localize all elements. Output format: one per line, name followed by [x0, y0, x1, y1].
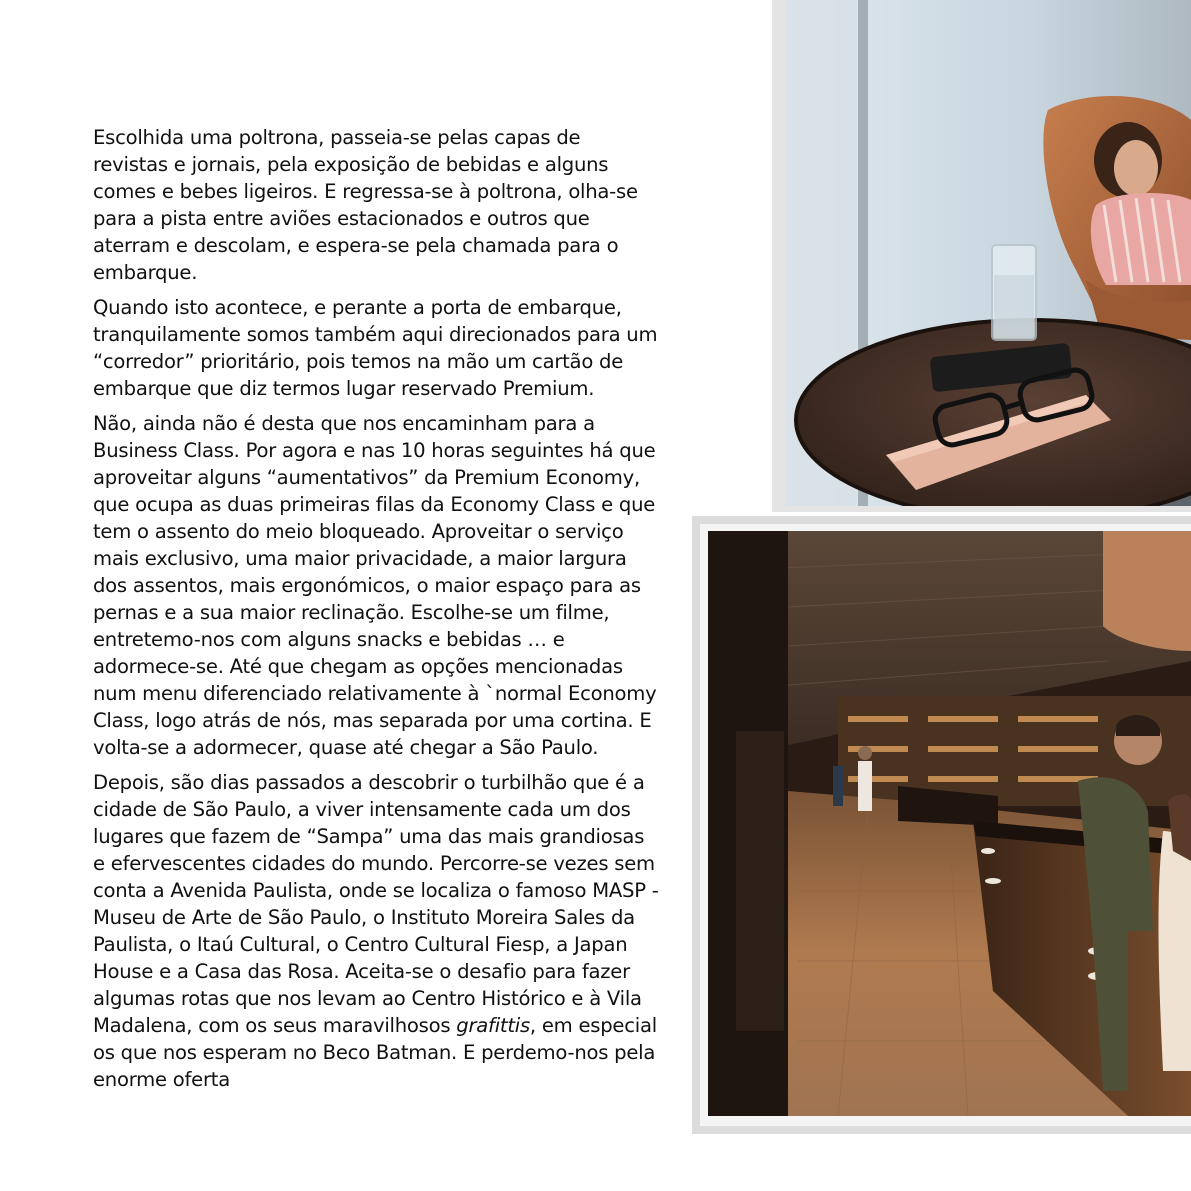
article-body — [93, 124, 661, 1101]
paragraph-4-end: , em especial os que nos esperam no Beco Batman. E perdemo-nos pela enorme oferta — [93, 1014, 657, 1091]
photo-lounge-buffet-icon — [708, 531, 1191, 1116]
paragraph-1: Escolhida uma poltrona, passeia-se pelas capas de revistas e jornais, pela exposição de bebidas e alguns comes e bebes ligeiros. E regressa-se à poltrona, olha-se para a pista entre aviões estacionados e outros que aterram e descolam, e espera-se pela chamada para o embarque. — [93, 126, 638, 284]
paragraph-3: Não, ainda não é desta que nos encaminham para a Business Class. Por agora e nas 10 horas seguintes há que aproveitar alguns “aumentativos” da Premium Economy, que ocupa as duas primeiras filas da Economy Class e que tem o assento do meio bloqueado. Aproveitar o serviço mais exclusivo, uma maior privacidade, a maior largura dos assentos, mais ergonómicos, o maior espaço para as pernas e a sua maior reclinação. Escolhe-se um filme, entretemo-nos com alguns snacks e bebidas … e adormece-se. Até que chegam as opções mencionadas num menu diferenciado relativamente à `normal Economy Class, logo atrás de nós, mas separada por uma cortina. E volta-se a adormecer, quase até chegar a São Paulo. — [93, 412, 657, 759]
paragraph-2: Quando isto acontece, e perante a porta de embarque, tranquilamente somos também aqui direcionados para um “corredor” prioritário, pois temos na mão um cartão de embarque que diz termos lugar reservado Premium. — [93, 296, 658, 400]
photo-lounge-chair-icon — [786, 0, 1191, 506]
paragraph-4-italic: grafittis — [456, 1014, 530, 1037]
paragraph-4-start: Depois, são dias passados a descobrir o turbilhão que é a cidade de São Paulo, a viver intensamente cada um dos lugares que fazem de “Sampa” uma das mais grandiosas e efervescentes cidades do mundo. Percorre-se vezes sem conta a Avenida Paulista, onde se localiza o famoso MASP - Museu de Arte de São Paulo, o Instituto Moreira Sales da Paulista, o Itaú Cultural, o Centro Cultural Fiesp, a Japan House e a Casa das Rosa. Aceita-se o desafio para fazer algumas rotas que nos levam ao Centro Histórico e à Vila Madalena, com os seus maravilhosos — [93, 771, 659, 1037]
paragraph-4 — [93, 769, 661, 1093]
